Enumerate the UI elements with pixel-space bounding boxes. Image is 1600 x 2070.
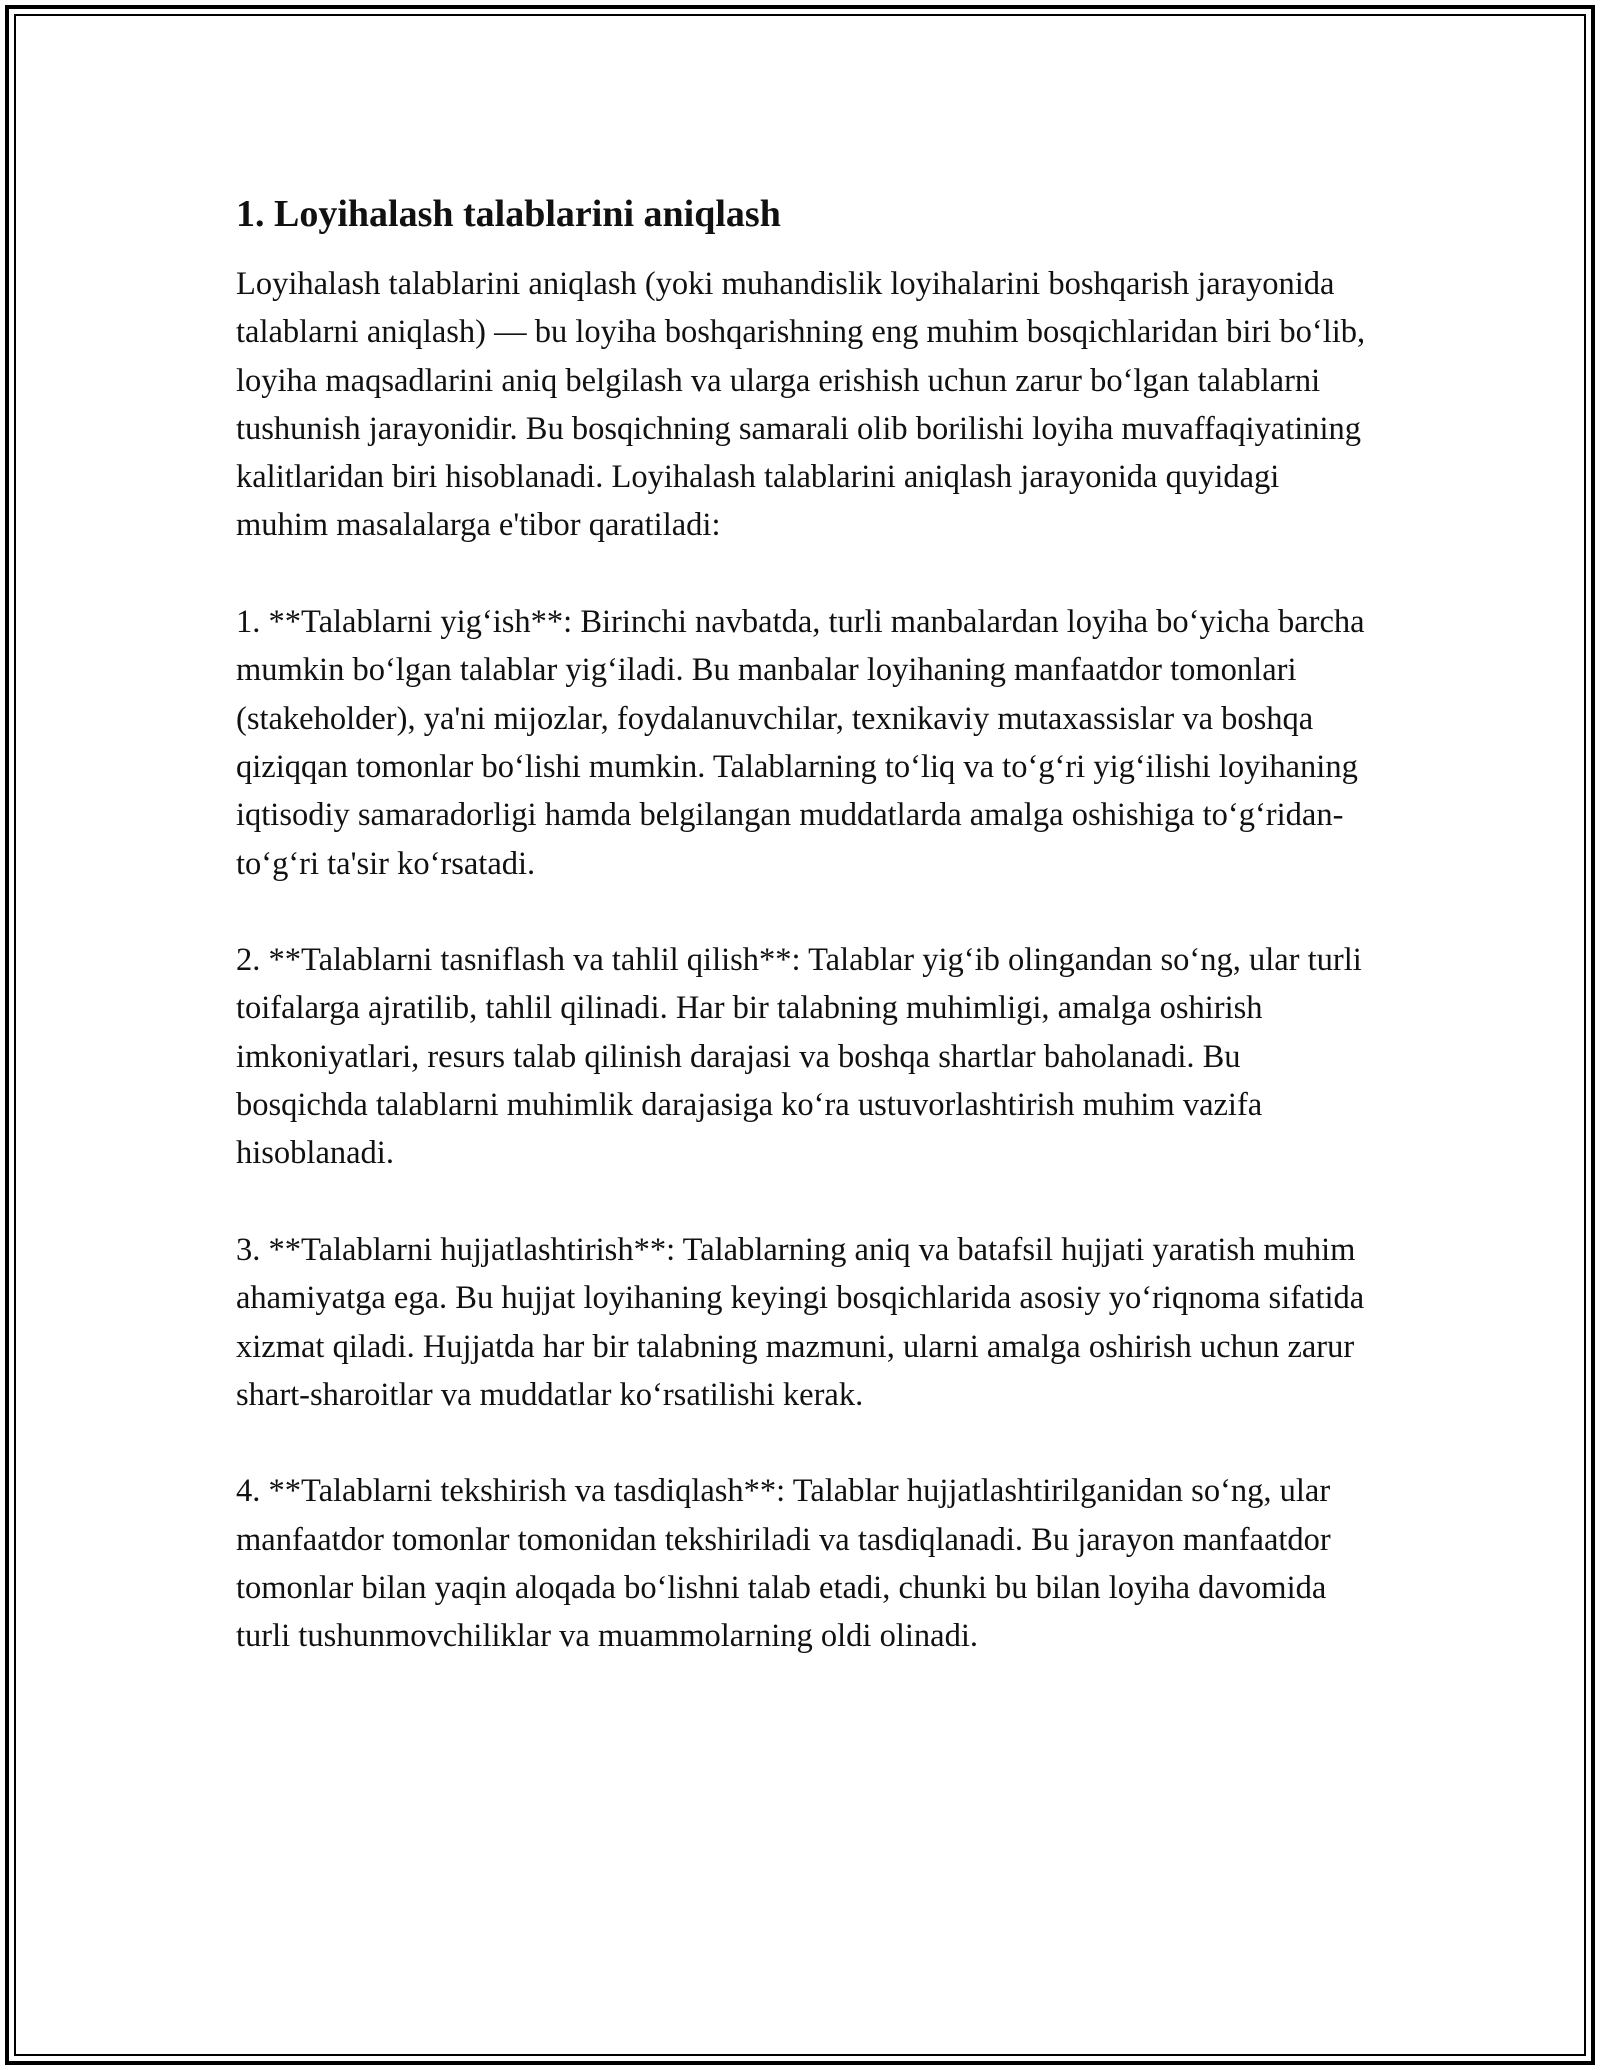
list-item-requirements-documentation: 3. **Talablarni hujjatlashtirish**: Talablarning aniq va batafsil hujjati yaratish muhim ahamiyatga ega. Bu hujjat loyihaning keyingi bosqichlarida asosiy yoʻriqnoma sifatida xizmat qiladi. Hujjatda har bir talabning mazmuni, ularni amalga oshirish uchun zarur shart-sharoitlar va muddatlar koʻrsatilishi kerak.	[236, 1231, 1365, 1413]
section-heading: 1. Loyihalash talablarini aniqlash	[236, 193, 781, 235]
list-item-requirements-validation: 4. **Talablarni tekshirish va tasdiqlash**: Talablar hujjatlashtirilganidan soʻng, ular manfaatdor tomonlar tomonidan tekshiriladi va tasdiqlanadi. Bu jarayon manfaatdor tomonlar bilan yaqin aloqada boʻlishni talab etadi, chunki bu bilan loyiha davomida turli tushunmovchiliklar va muammolarning oldi olinadi.	[236, 1473, 1331, 1655]
document-body	[236, 188, 1366, 1709]
intro-paragraph: Loyihalash talablarini aniqlash (yoki muhandislik loyihalarini boshqarish jarayonida talablarni aniqlash) — bu loyiha boshqarishning eng muhim bosqichlaridan biri boʻlib, loyiha maqsadlarini aniq belgilash va ularga erishish uchun zarur boʻlgan talablarni tushunish jarayonidir. Bu bosqichning samarali olib borilishi loyiha muvaffaqiyatining kalitlaridan biri hisoblanadi. Loyihalash talablarini aniqlash jarayonida quyidagi muhim masalalarga e'tibor qaratiladi:	[236, 266, 1366, 544]
list-item-requirements-gathering: 1. **Talablarni yigʻish**: Birinchi navbatda, turli manbalardan loyiha boʻyicha barcha mumkin boʻlgan talablar yigʻiladi. Bu manbalar loyihaning manfaatdor tomonlari (stakeholder), ya'ni mijozlar, foydalanuvchilar, texnikaviy mutaxassislar va boshqa qiziqqan tomonlar boʻlishi mumkin. Talablarning toʻliq va toʻgʻri yigʻilishi loyihaning iqtisodiy samaradorligi hamda belgilangan muddatlarda amalga oshishiga toʻgʻridan-toʻgʻri ta'sir koʻrsatadi.	[236, 604, 1365, 882]
list-item-requirements-classification: 2. **Talablarni tasniflash va tahlil qilish**: Talablar yigʻib olingandan soʻng, ular turli toifalarga ajratilib, tahlil qilinadi. Har bir talabning muhimligi, amalga oshirish imkoniyatlari, resurs talab qilinish darajasi va boshqa shartlar baholanadi. Bu bosqichda talablarni muhimlik darajasiga koʻra ustuvorlashtirish muhim vazifa hisoblanadi.	[236, 942, 1362, 1172]
